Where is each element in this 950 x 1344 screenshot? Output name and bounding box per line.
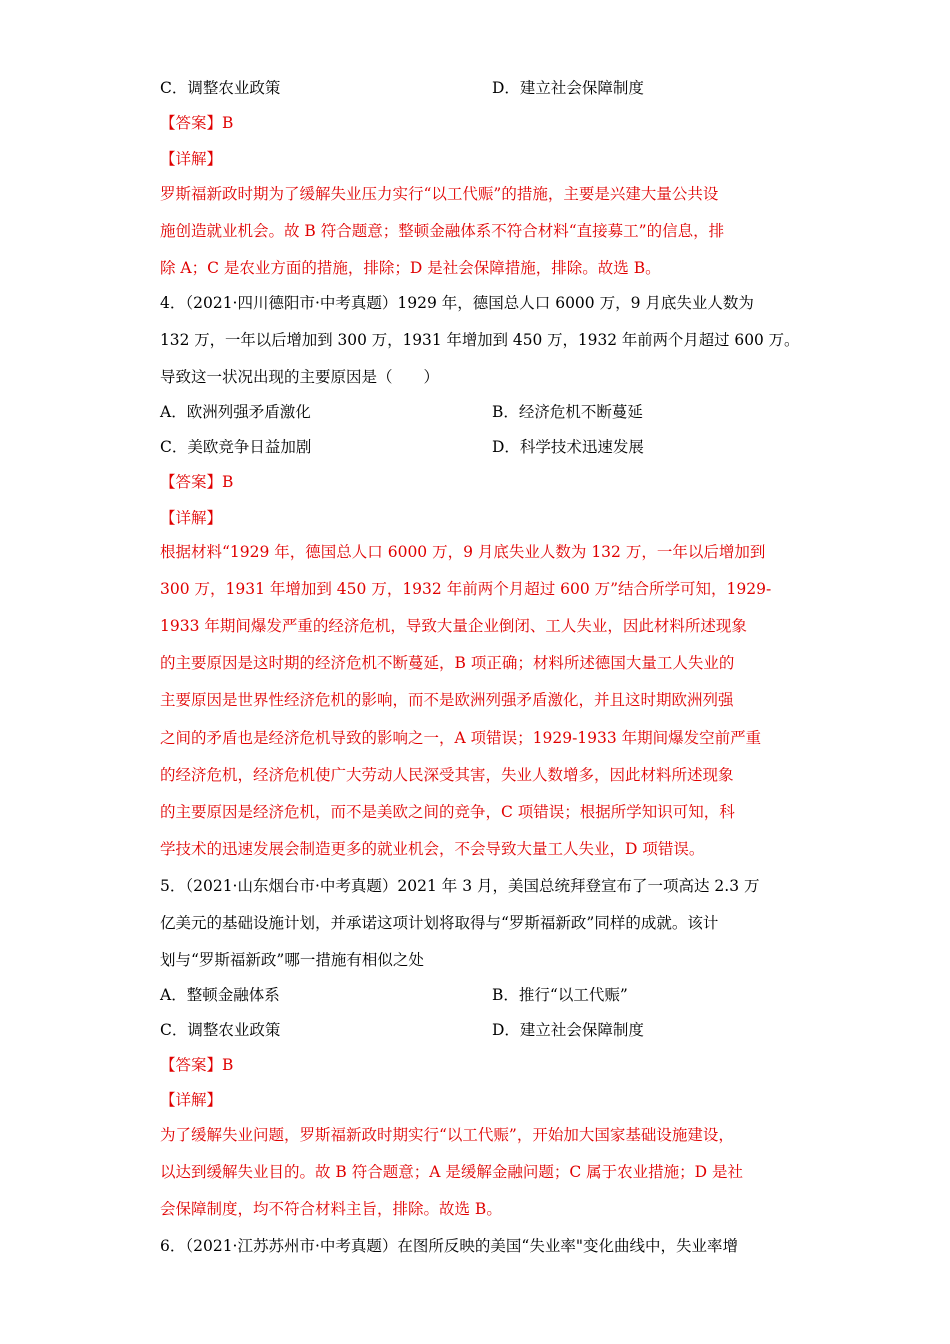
q4-option-c: C．美欧竞争日益加剧	[160, 438, 312, 456]
q3-answer: 【答案】B	[160, 114, 234, 132]
q4-stem-line: 导致这一状况出现的主要原因是（ ）	[160, 368, 440, 386]
q4-option-a: A．欧洲列强矛盾激化	[160, 403, 311, 421]
q5-detail-label: 【详解】	[160, 1091, 223, 1109]
q4-detail-line: 的主要原因是这时期的经济危机不断蔓延，B 项正确；材料所述德国大量工人失业的	[160, 654, 735, 672]
q5-stem-line: 5．（2021·山东烟台市·中考真题）2021 年 3 月，美国总统拜登宣布了一项高达 2.3 万	[160, 877, 760, 895]
q3-detail-label: 【详解】	[160, 150, 223, 168]
q3-option-d: D．建立社会保障制度	[492, 79, 644, 97]
q4-stem-line: 132 万，一年以后增加到 300 万，1931 年增加到 450 万，1932 年前两个月超过 600 万。	[160, 331, 800, 349]
q5-stem-line: 亿美元的基础设施计划，并承诺这项计划将取得与“罗斯福新政”同样的成就。该计	[160, 914, 719, 932]
q4-detail-line: 300 万，1931 年增加到 450 万，1932 年前两个月超过 600 万”结合所学可知，1929-	[160, 580, 772, 598]
q5-detail-line: 会保障制度，均不符合材料主旨，排除。故选 B。	[160, 1200, 502, 1218]
q4-detail-label: 【详解】	[160, 509, 223, 527]
q5-answer: 【答案】B	[160, 1056, 234, 1074]
q4-detail-line: 1933 年期间爆发严重的经济危机，导致大量企业倒闭、工人失业，因此材料所述现象	[160, 617, 747, 635]
q3-detail-line: 罗斯福新政时期为了缓解失业压力实行“以工代赈”的措施，主要是兴建大量公共设	[160, 185, 719, 203]
q5-option-c: C．调整农业政策	[160, 1021, 281, 1039]
q5-stem-line: 划与“罗斯福新政”哪一措施有相似之处	[160, 951, 424, 969]
q3-option-c: C．调整农业政策	[160, 79, 281, 97]
q4-option-b: B．经济危机不断蔓延	[492, 403, 643, 421]
q4-detail-line: 学技术的迅速发展会制造更多的就业机会，不会导致大量工人失业，D 项错误。	[160, 840, 705, 858]
q4-detail-line: 根据材料“1929 年，德国总人口 6000 万，9 月底失业人数为 132 万，一年以后增加到	[160, 543, 766, 561]
q4-stem-line: 4．（2021·四川德阳市·中考真题）1929 年，德国总人口 6000 万，9 月底失业人数为	[160, 294, 754, 312]
q5-detail-line: 以达到缓解失业目的。故 B 符合题意；A 是缓解金融问题；C 属于农业措施；D 是社	[160, 1163, 744, 1181]
q5-detail-line: 为了缓解失业问题，罗斯福新政时期实行“以工代赈”，开始加大国家基础设施建设，	[160, 1126, 734, 1144]
q4-detail-line: 的经济危机，经济危机使广大劳动人民深受其害，失业人数增多，因此材料所述现象	[160, 766, 734, 784]
q5-option-a: A．整顿金融体系	[160, 986, 280, 1004]
q3-detail-line: 除 A；C 是农业方面的措施，排除；D 是社会保障措施，排除。故选 B。	[160, 259, 661, 277]
q4-answer: 【答案】B	[160, 473, 234, 491]
q3-detail-line: 施创造就业机会。故 B 符合题意；整顿金融体系不符合材料“直接募工”的信息，排	[160, 222, 725, 240]
q4-detail-line: 主要原因是世界性经济危机的影响，而不是欧洲列强矛盾激化，并且这时期欧洲列强	[160, 691, 734, 709]
q4-detail-line: 的主要原因是经济危机，而不是美欧之间的竞争，C 项错误；根据所学知识可知，科	[160, 803, 735, 821]
q5-option-d: D．建立社会保障制度	[492, 1021, 644, 1039]
q5-option-b: B．推行“以工代赈”	[492, 986, 628, 1004]
q6-stem-line: 6．（2021·江苏苏州市·中考真题）在图所反映的美国“失业率"变化曲线中，失业率增	[160, 1237, 738, 1255]
q4-option-d: D．科学技术迅速发展	[492, 438, 644, 456]
q4-detail-line: 之间的矛盾也是经济危机导致的影响之一，A 项错误；1929-1933 年期间爆发空前严重	[160, 729, 762, 747]
